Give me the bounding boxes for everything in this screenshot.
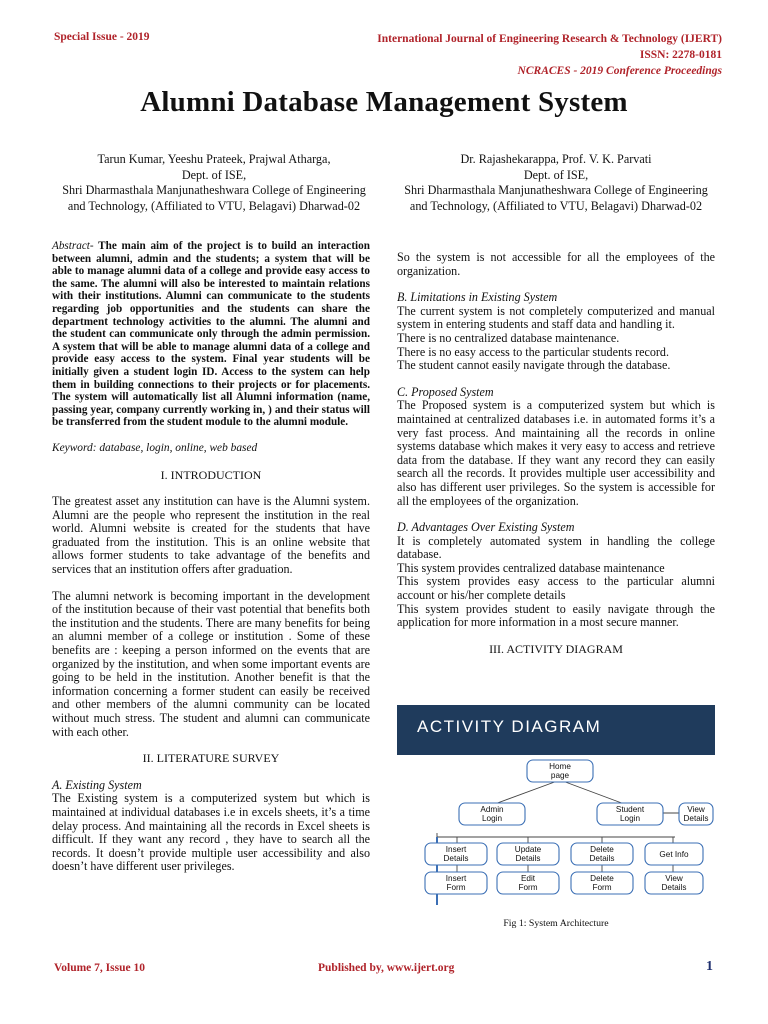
view-details-2-label-2: Details (661, 883, 687, 892)
page-number: 1 (706, 959, 713, 974)
intro-paragraph-2: The alumni network is becoming important in the development of the institution because of their vast potential that benefits both the institution and the students. There are many benefits for being an alumni member of a college or institution . Some of these benefits are : keeping a person informed on the events that are organized by the institution, and when some important events are going to be held in the institution. Another benefit is that the information concerning a former student can easily be received and other members of the alumni community can be located without much stress. The student and alumni can communicate with each other. (52, 588, 370, 739)
limitation-4: The student cannot easily navigate through the database. (397, 358, 671, 373)
author-college: Shri Dharmasthala Manjunatheshwara College of Engineering (404, 183, 708, 197)
activity-diagram-figure (397, 705, 715, 905)
footer-publisher: Published by, www.ijert.org (318, 962, 455, 974)
footer-volume: Volume 7, Issue 10 (54, 962, 145, 974)
delete-details-label-1: Delete (590, 845, 614, 854)
keywords: Keyword: database, login, online, web based (52, 441, 258, 454)
limitation-2: There is no centralized database maintenance. (397, 330, 620, 345)
proposed-heading: C. Proposed System (397, 384, 494, 399)
right-column (397, 251, 715, 656)
journal-name: International Journal of Engineering Research & Technology (IJERT) (377, 33, 722, 45)
intro-paragraph-1: The greatest asset any institution can have is the Alumni system. Alumni are the people who represent the institution in the real world. Alumni website is created for the students that have graduated from the institution. This is an online website that allows former students to take advantage of the benefits and services that an institution offers after graduation. (52, 494, 370, 577)
author-dept: Dept. of ISE, (523, 167, 589, 182)
abstract-label: Abstract- (52, 240, 94, 252)
activity-heading: III. ACTIVITY DIAGRAM (489, 641, 623, 656)
delete-details-label-2: Details (589, 854, 615, 863)
view-details-label-2: Details (683, 814, 709, 823)
home-page-label-1: Home (549, 762, 571, 771)
existing-system-text: The Existing system is a computerized system but which is maintained at individual databases i.e in excels sheets, it’s a time delay process. And maintaining all the records in Excel sheets is difficult. If they want any record , they have to search all the records. It doesn’t provide multiple user accessibility and also doesn’t have different user privileges. (52, 791, 370, 874)
author-college: Shri Dharmasthala Manjunatheshwara College of Engineering (62, 183, 366, 197)
advantage-1: It is completely automated system in handling the college database. (397, 533, 715, 562)
edit-form-label-1: Edit (520, 874, 536, 883)
proposed-text: The Proposed system is a computerized system but which is maintained at centralized databases i.e. in automated forms it’s a very fast process. And maintaining all the records in online systems database which makes it very easy to access and retrieve data from the database. If they want any record they can easily search all the records. It provides multiple user accessibility and also has different user privileges. So the system is accessible for all the employees of the organization. (397, 398, 715, 508)
authors-right (390, 152, 722, 214)
admin-login-label-1: Admin (480, 805, 504, 814)
diagram-banner (397, 705, 715, 755)
authors-left (40, 152, 388, 214)
limitation-3: There is no easy access to the particular students record. (397, 344, 670, 359)
existing-system-heading: A. Existing System (52, 777, 142, 792)
delete-form-label-1: Delete (590, 874, 614, 883)
get-info-label: Get Info (659, 850, 689, 859)
admin-login-label-2: Login (481, 814, 503, 823)
advantage-2: This system provides centralized database maintenance (397, 560, 665, 575)
insert-form-label-2: Form (446, 883, 466, 892)
intro-heading: I. INTRODUCTION (160, 467, 262, 482)
proceedings: NCRACES - 2019 Conference Proceedings (517, 65, 722, 77)
student-login-label-1: Student (615, 805, 645, 814)
author-affiliation: and Technology, (Affiliated to VTU, Belagavi) Dharwad-02 (67, 198, 361, 213)
insert-details-label-1: Insert (445, 845, 467, 854)
view-details-label-1: View (687, 805, 705, 814)
update-details-label-1: Update (514, 845, 542, 854)
paper-title: Alumni Database Management System (140, 86, 628, 118)
advantage-3: This system provides easy access to the particular alumni account or his/her complete details (397, 574, 715, 603)
journal-header (377, 31, 722, 79)
student-login-label-2: Login (619, 814, 641, 823)
author-names: Tarun Kumar, Yeeshu Prateek, Prajwal Atharga, (97, 152, 331, 166)
special-issue: Special Issue - 2019 (54, 31, 150, 43)
home-page-label-2: page (550, 771, 570, 780)
issn: ISSN: 2278-0181 (639, 49, 722, 61)
insert-details-label-2: Details (443, 854, 469, 863)
limitation-1: The current system is not completely computerized and manual system in entering students and staff data and handling it. (397, 303, 715, 332)
delete-form-label-2: Form (592, 883, 612, 892)
limitations-heading: B. Limitations in Existing System (397, 290, 558, 305)
advantages-heading: D. Advantages Over Existing System (397, 520, 575, 535)
abstract-text: The main aim of the project is to build an interaction between alumni, admin and the students; a system that will be able to manage alumni data of a college and provide easy access to the same. The alumni will also be interested to maintain relations with their institutions. Alumni can communicate to the students regarding job opportunities and the students can share the department technology activities to the alumni. The alumni and the student can communicate only through the admin permission. A system that will be able to manage alumni data of a college and provide easy access to the system. Final year students will be initially given a student login ID. Access to the system can help them in building connections to their projects or for placements. The system will automatically list all Alumni information (name, passing year, company currently working in, ) and their status will be transferred from the student module to the alumni module. (52, 240, 370, 429)
advantage-4: This system provides student to easily navigate through the application for more information in a most secure manner. (397, 601, 715, 630)
view-details-2-label-1: View (665, 874, 683, 883)
author-names: Dr. Rajashekarappa, Prof. V. K. Parvati (460, 152, 652, 166)
abstract (52, 240, 370, 429)
figure-caption: Fig 1: System Architecture (503, 918, 609, 929)
edit-form-label-2: Form (518, 883, 538, 892)
literature-heading: II. LITERATURE SURVEY (142, 751, 280, 766)
activity-diagram (397, 755, 715, 905)
left-column (52, 240, 370, 874)
author-dept: Dept. of ISE, (181, 167, 247, 182)
diagram-banner-title: ACTIVITY DIAGRAM (417, 717, 602, 736)
author-affiliation: and Technology, (Affiliated to VTU, Belagavi) Dharwad-02 (409, 198, 703, 213)
insert-form-label-1: Insert (445, 874, 467, 883)
existing-system-continued: So the system is not accessible for all the employees of the organization. (397, 250, 715, 278)
update-details-label-2: Details (515, 854, 541, 863)
